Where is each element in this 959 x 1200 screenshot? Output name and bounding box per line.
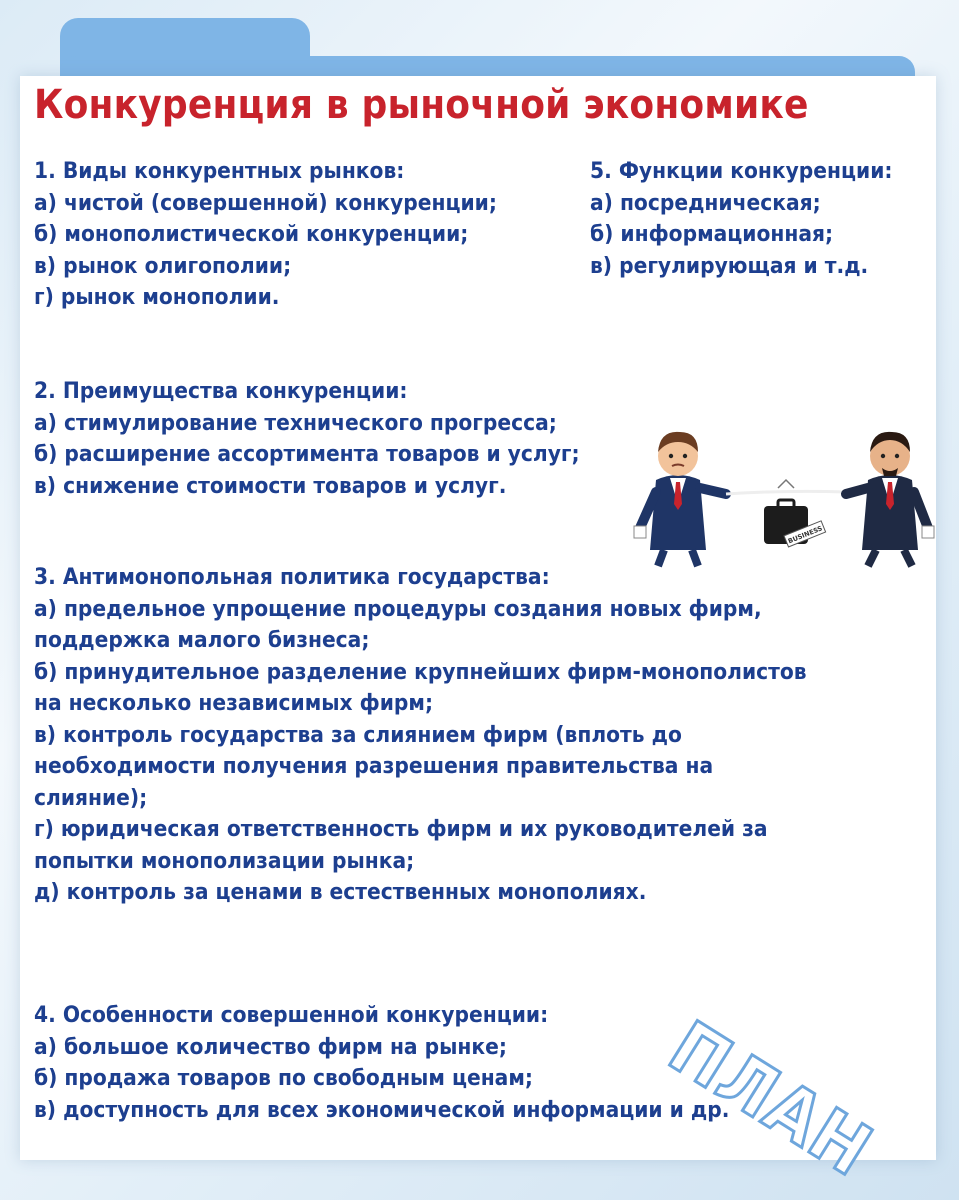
list-item: в) рынок олигополии; (34, 252, 292, 279)
page-title: Конкуренция в рыночной экономике (34, 82, 809, 128)
list-item: в) контроль государства за слиянием фирм (вплоть до (34, 721, 682, 748)
list-item: б) продажа товаров по свободным ценам; (34, 1065, 533, 1091)
list-item: в) снижение стоимости товаров и услуг. (34, 472, 507, 499)
list-item: а) большое количество фирм на рынке; (34, 1033, 507, 1060)
section-heading: 2. Преимущества конкуренции: (34, 378, 408, 404)
briefcase-icon (764, 500, 826, 547)
section-perfect-competition (34, 1000, 729, 1126)
list-item: б) расширение ассортимента товаров и услуг; (34, 441, 580, 467)
list-item: поддержка малого бизнеса; (34, 627, 370, 653)
list-item: в) регулирующая и т.д. (590, 252, 869, 279)
list-item: слияние); (34, 784, 148, 811)
section-functions (590, 156, 893, 282)
section-heading: 3. Антимонопольная политика государства: (34, 564, 550, 590)
businessmen-illustration (628, 418, 943, 568)
list-item: на несколько независимых фирм; (34, 690, 434, 716)
list-item: а) стимулирование технического прогресса; (34, 409, 557, 436)
list-item: б) информационная; (590, 221, 834, 247)
right-businessman-icon (846, 432, 934, 566)
list-item: б) принудительное разделение крупнейших фирм-монополистов (34, 658, 807, 685)
list-item: а) посредническая; (590, 189, 821, 216)
section-heading: 4. Особенности совершенной конкуренции: (34, 1002, 549, 1028)
plan-stamp: ПЛАН (655, 1005, 887, 1194)
section-heading: 1. Виды конкурентных рынков: (34, 158, 405, 184)
list-item: а) предельное упрощение процедуры создания новых фирм, (34, 595, 762, 622)
list-item: в) доступность для всех экономической информации и др. (34, 1096, 730, 1123)
list-item: б) монополистической конкуренции; (34, 221, 469, 247)
list-item: попытки монополизации рынка; (34, 847, 415, 874)
section-advantages (34, 376, 580, 502)
list-item: г) юридическая ответственность фирм и их руководителей за (34, 816, 768, 842)
list-item: г) рынок монополии. (34, 284, 280, 310)
section-market-types (34, 156, 497, 314)
list-item: д) контроль за ценами в естественных монополиях. (34, 879, 647, 905)
list-item: необходимости получения разрешения правительства на (34, 753, 714, 779)
list-item: а) чистой (совершенной) конкуренции; (34, 189, 497, 216)
section-heading: 5. Функции конкуренции: (590, 158, 893, 184)
left-businessman-icon (634, 432, 726, 566)
briefcase-label: BUSINESS (786, 524, 824, 546)
section-antimonopoly (34, 562, 807, 909)
